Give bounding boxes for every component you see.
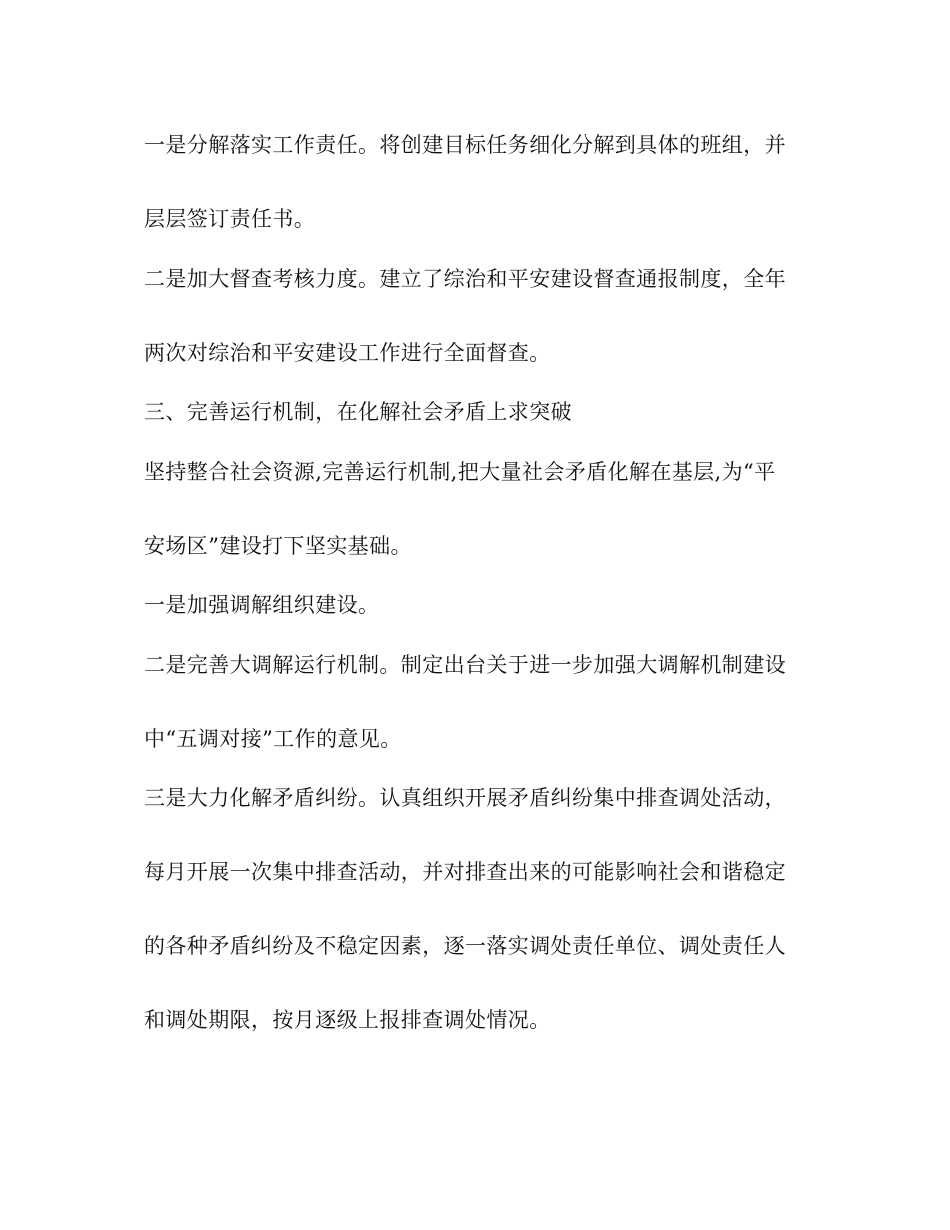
text-line: 二是完善大调解运行机制。制定出台关于进一步加强大调解机制建设: [144, 653, 786, 677]
section-heading: 三、完善运行机制，在化解社会矛盾上求突破: [144, 400, 572, 424]
text-line: 坚持整合社会资源,完善运行机制,把大量社会矛盾化解在基层,为“平: [144, 460, 776, 484]
text-line: 每月开展一次集中排查活动，并对排查出来的可能影响社会和谐稳定: [144, 860, 786, 884]
text-line: 一是分解落实工作责任。将创建目标任务细化分解到具体的班组，并: [144, 133, 786, 157]
text-line: 两次对综治和平安建设工作进行全面督查。: [144, 341, 551, 365]
text-line: 和调处期限，按月逐级上报排查调处情况。: [144, 1008, 551, 1032]
text-line: 安场区”建设打下坚实基础。: [144, 534, 412, 558]
text-line: 三是大力化解矛盾纠纷。认真组织开展矛盾纠纷集中排查调处活动，: [144, 786, 786, 810]
text-line: 中“五调对接”工作的意见。: [144, 727, 402, 751]
text-line: 层层签订责任书。: [144, 207, 316, 231]
text-line: 一是加强调解组织建设。: [144, 593, 380, 617]
text-line: 二是加大督查考核力度。建立了综治和平安建设督查通报制度，全年: [144, 267, 786, 291]
text-line: 的各种矛盾纠纷及不稳定因素，逐一落实调处责任单位、调处责任人: [144, 934, 786, 958]
